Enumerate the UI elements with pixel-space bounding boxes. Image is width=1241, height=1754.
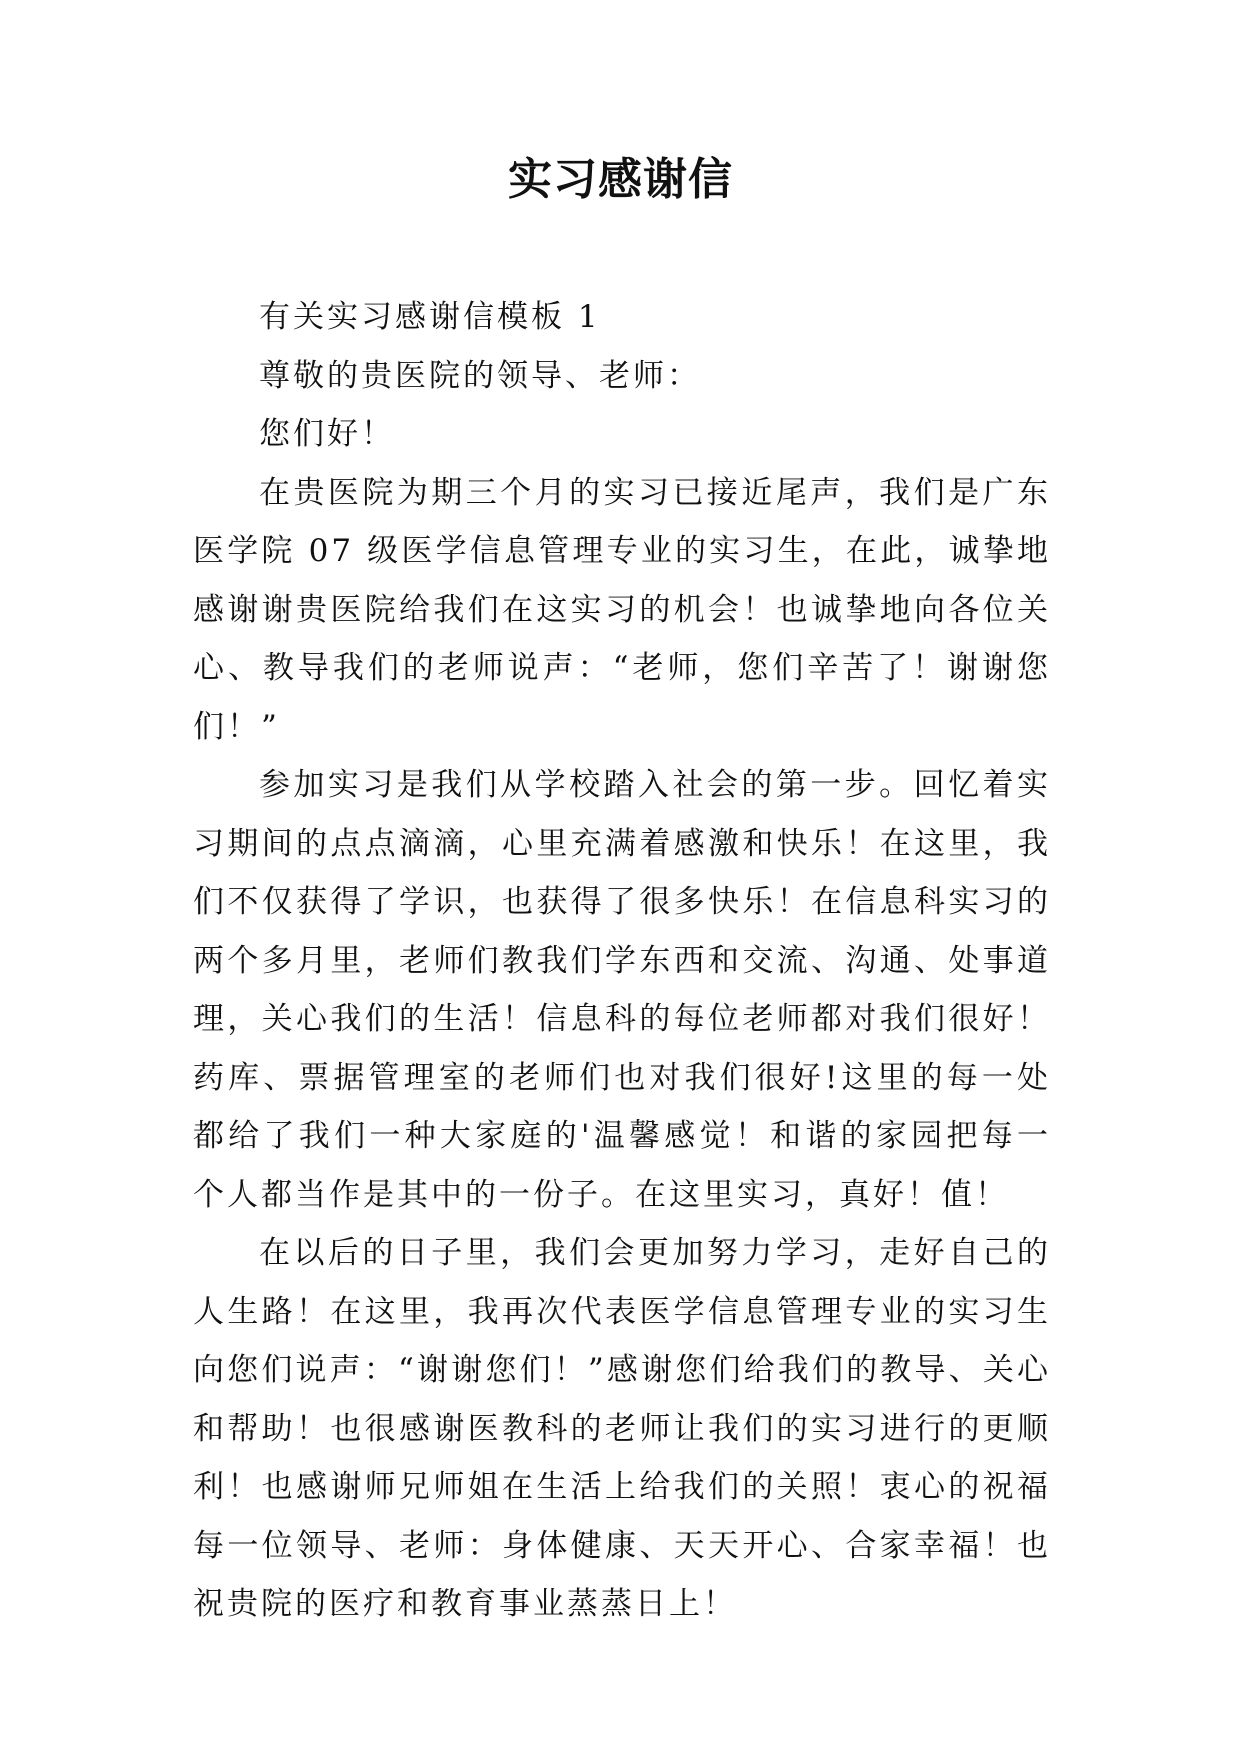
paragraph-salutation: 尊敬的贵医院的领导、老师：: [259, 357, 701, 394]
document-body: [193, 288, 1051, 1634]
paragraph-template-heading: 有关实习感谢信模板 1: [259, 299, 601, 335]
paragraph-experience: 参加实习是我们从学校踏入社会的第一步。回忆着实习期间的点点滴滴，心里充满着感激和快乐！在这里，我们不仅获得了学识，也获得了很多快乐！在信息科实习的两个多月里，老师们教我们学东西和交流、沟通、处事道理，关心我们的生活！信息科的每位老师都对我们很好！药库、票据管理室的老师们也对我们很好!这里的每一处都给了我们一种大家庭的'温馨感觉！和谐的家园把每一个人都当作是其中的一份子。在这里实习，真好！值！: [193, 767, 1051, 1213]
document-title: 实习感谢信: [508, 154, 733, 205]
paragraph-closing: 在以后的日子里，我们会更加努力学习，走好自己的人生路！在这里，我再次代表医学信息管理专业的实习生向您们说声：“谢谢您们！”感谢您们给我们的教导、关心和帮助！也很感谢医教科的老师让我们的实习进行的更顺利！也感谢师兄师姐在生活上给我们的关照！衷心的祝福每一位领导、老师：身体健康、天天开心、合家幸福！也祝贵院的医疗和教育事业蒸蒸日上！: [193, 1235, 1051, 1622]
paragraph-greeting: 您们好！: [259, 416, 395, 452]
paragraph-intro: 在贵医院为期三个月的实习已接近尾声，我们是广东医学院 07 级医学信息管理专业的实习生，在此，诚挚地感谢谢贵医院给我们在这实习的机会！也诚挚地向各位关心、教导我们的老师说声：“老师，您们辛苦了！谢谢您们！”: [193, 474, 1051, 745]
